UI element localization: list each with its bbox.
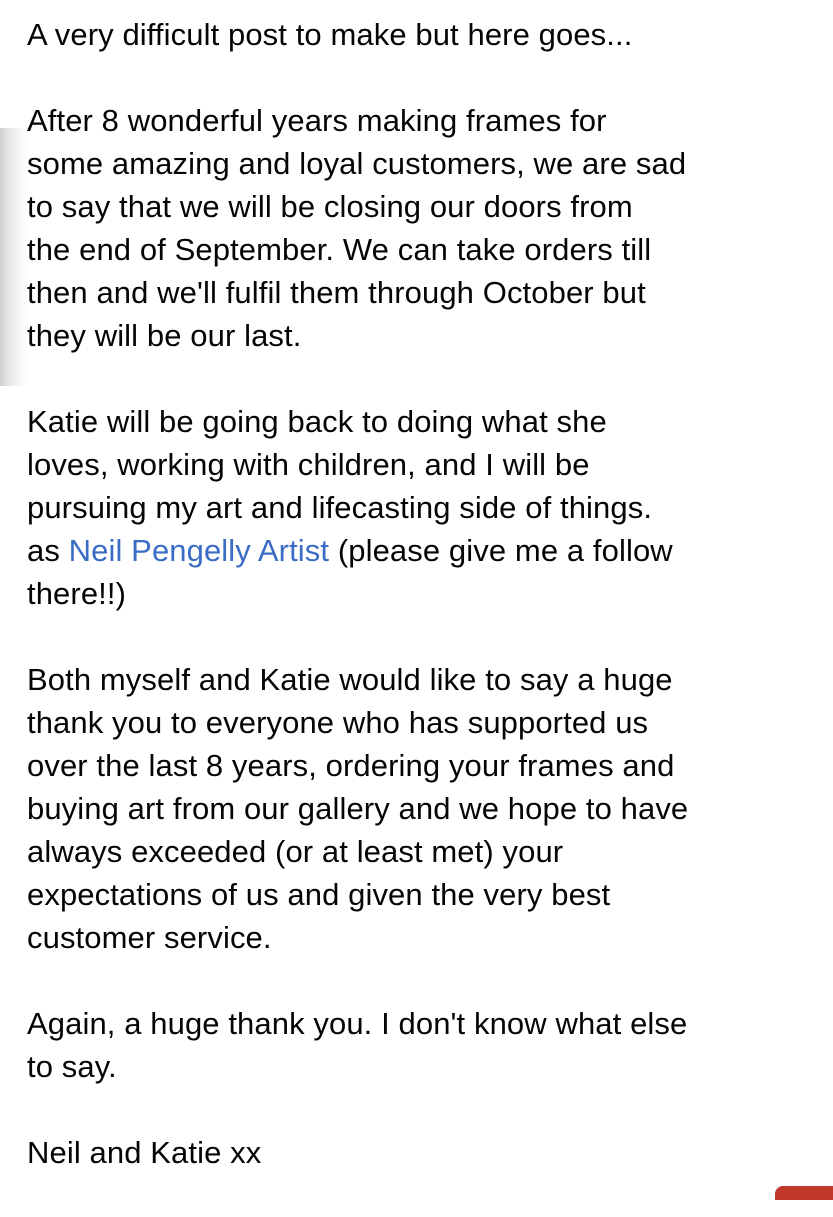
text-line: Both myself and Katie would like to say a huge [27,662,673,697]
text-line: Katie will be going back to doing what she [27,404,607,439]
scroll-indicator[interactable] [0,128,27,386]
text-line: expectations of us and given the very best [27,877,611,912]
text-line: the end of September. We can take orders till [27,232,652,267]
text-line: A very difficult post to make but here goes... [27,17,633,52]
text-line: some amazing and loyal customers, we are sad [27,146,687,181]
paragraph-closing-thanks [27,1002,822,1088]
text-line: then and we'll fulfil them through October but [27,275,646,310]
text-line-with-mention [27,529,822,572]
text-line: buying art from our gallery and we hope to have [27,791,689,826]
post-signature [27,1131,822,1174]
post-body [27,13,822,1217]
mention-suffix: (please give me a follow [329,533,673,568]
text-line: pursuing my art and lifecasting side of things. [27,490,653,525]
text-line: After 8 wonderful years making frames for [27,103,607,138]
page-mention-link[interactable]: Neil Pengelly Artist [68,533,330,568]
post-intro [27,13,822,56]
text-line: always exceeded (or at least met) your [27,834,564,869]
text-line: to say that we will be closing our doors from [27,189,633,224]
text-line: customer service. [27,920,272,955]
text-line: they will be our last. [27,318,302,353]
paragraph-future-plans [27,400,822,615]
mention-prefix: as [27,533,69,568]
corner-accent-bar [775,1186,833,1200]
text-line: Again, a huge thank you. I don't know what else [27,1006,688,1041]
paragraph-thank-you [27,658,822,959]
text-line: Neil and Katie xx [27,1135,262,1170]
text-line: loves, working with children, and I will be [27,447,590,482]
text-line: over the last 8 years, ordering your frames and [27,748,675,783]
text-line: there!!) [27,576,127,611]
paragraph-closing-announcement [27,99,822,357]
text-line: thank you to everyone who has supported us [27,705,649,740]
text-line: to say. [27,1049,117,1084]
